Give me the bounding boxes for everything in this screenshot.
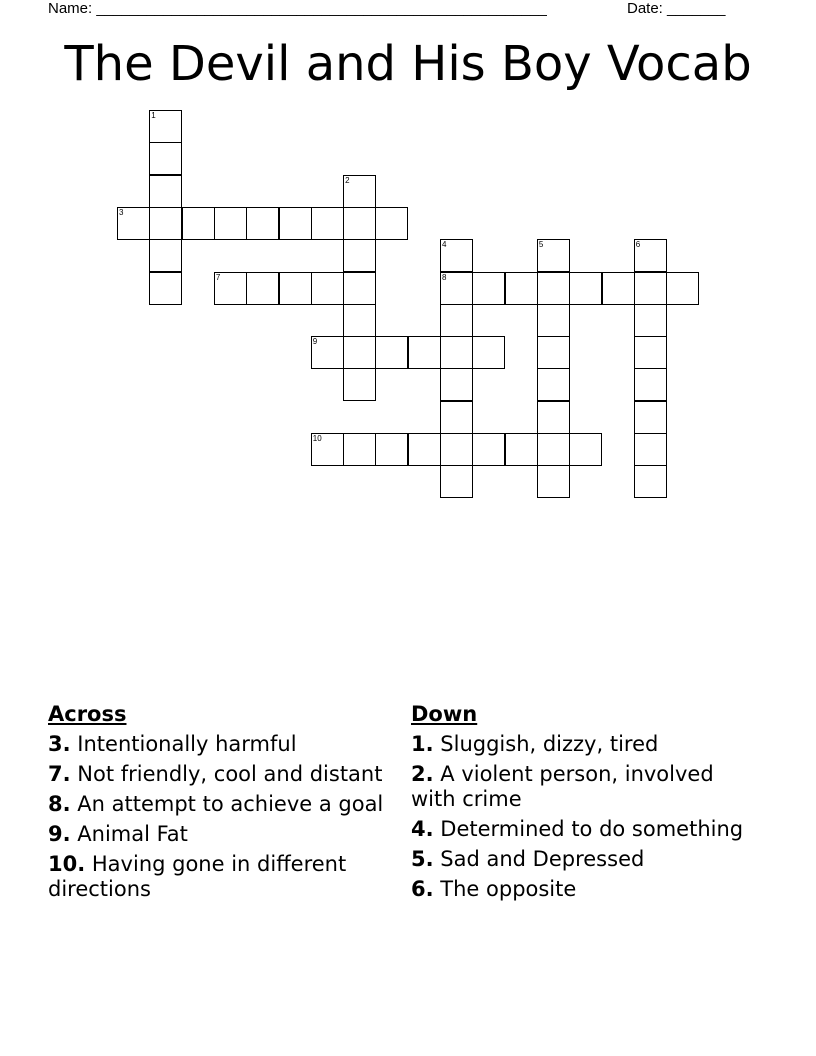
crossword-cell[interactable] [279, 207, 312, 240]
across-clue [48, 822, 388, 847]
crossword-cell[interactable] [311, 272, 344, 305]
clue-text: Animal Fat [77, 822, 188, 846]
crossword-cell[interactable] [343, 175, 376, 208]
date-field-label: Date: _______ [627, 0, 726, 17]
crossword-cell[interactable] [149, 272, 182, 305]
crossword-cell[interactable] [182, 207, 215, 240]
crossword-cell[interactable] [311, 207, 344, 240]
cell-number: 3 [119, 207, 124, 217]
crossword-cell[interactable] [440, 401, 473, 434]
down-clue [411, 877, 756, 902]
clue-number: 2. [411, 762, 434, 786]
cell-number: 5 [538, 240, 544, 250]
crossword-cell[interactable] [214, 207, 247, 240]
crossword-cell[interactable] [634, 239, 667, 272]
crossword-cell[interactable] [569, 272, 602, 305]
crossword-cell[interactable] [537, 239, 570, 272]
down-clue [411, 847, 756, 872]
across-heading: Across [48, 702, 127, 726]
clue-number: 1. [411, 732, 434, 756]
crossword-cell[interactable] [343, 336, 376, 369]
across-clue [48, 732, 388, 757]
crossword-cell[interactable] [149, 207, 182, 240]
crossword-cell[interactable] [634, 368, 667, 401]
crossword-cell[interactable] [634, 272, 667, 305]
crossword-cell[interactable] [440, 272, 473, 305]
clue-text: Determined to do something [440, 817, 744, 841]
crossword-cell[interactable] [149, 239, 182, 272]
crossword-cell[interactable] [149, 175, 182, 208]
clue-text: Sluggish, dizzy, tired [440, 732, 659, 756]
crossword-cell[interactable] [440, 304, 473, 337]
name-field-label: Name: ______________________________________________________ [48, 0, 547, 17]
crossword-cell[interactable] [343, 433, 376, 466]
crossword-cell[interactable] [537, 304, 570, 337]
crossword-grid [0, 0, 816, 520]
across-clues [48, 702, 388, 907]
crossword-cell[interactable] [375, 433, 408, 466]
crossword-cell[interactable] [311, 433, 344, 466]
crossword-cell[interactable] [634, 304, 667, 337]
crossword-cell[interactable] [343, 239, 376, 272]
cell-number: 2 [345, 175, 350, 185]
crossword-cell[interactable] [214, 272, 247, 305]
clue-number: 4. [411, 817, 434, 841]
clue-number: 3. [48, 732, 71, 756]
cell-number: 10 [312, 434, 322, 443]
clue-text: A violent person, involved with crime [411, 762, 714, 811]
crossword-cell[interactable] [602, 272, 635, 305]
crossword-cell[interactable] [343, 207, 376, 240]
crossword-cell[interactable] [440, 465, 473, 498]
crossword-cell[interactable] [505, 433, 538, 466]
crossword-cell[interactable] [440, 239, 473, 272]
crossword-cell[interactable] [343, 272, 376, 305]
crossword-cell[interactable] [472, 336, 505, 369]
crossword-cell[interactable] [343, 368, 376, 401]
clue-number: 5. [411, 847, 434, 871]
crossword-cell[interactable] [279, 272, 312, 305]
crossword-cell[interactable] [537, 433, 570, 466]
crossword-cell[interactable] [246, 272, 279, 305]
crossword-cell[interactable] [472, 433, 505, 466]
across-clue [48, 762, 388, 787]
crossword-cell[interactable] [117, 207, 150, 240]
cell-number: 8 [442, 272, 447, 282]
crossword-cell[interactable] [440, 336, 473, 369]
crossword-cell[interactable] [149, 110, 182, 143]
clue-number: 7. [48, 762, 71, 786]
crossword-cell[interactable] [634, 336, 667, 369]
clue-number: 8. [48, 792, 71, 816]
down-heading: Down [411, 702, 478, 726]
crossword-cell[interactable] [634, 465, 667, 498]
clue-text: Not friendly, cool and distant [77, 762, 383, 786]
clue-text: Sad and Depressed [440, 847, 645, 871]
crossword-cell[interactable] [537, 336, 570, 369]
crossword-cell[interactable] [634, 401, 667, 434]
crossword-cell[interactable] [149, 142, 182, 175]
crossword-cell[interactable] [440, 368, 473, 401]
clue-number: 6. [411, 877, 434, 901]
cell-number: 4 [442, 240, 447, 250]
crossword-cell[interactable] [472, 272, 505, 305]
clue-text: Having gone in different directions [48, 852, 347, 901]
crossword-cell[interactable] [537, 368, 570, 401]
across-clue [48, 792, 388, 817]
crossword-cell[interactable] [375, 207, 408, 240]
crossword-cell[interactable] [537, 401, 570, 434]
crossword-cell[interactable] [505, 272, 538, 305]
crossword-cell[interactable] [343, 304, 376, 337]
cell-number: 9 [312, 337, 318, 347]
down-clue [411, 762, 756, 812]
crossword-cell[interactable] [375, 336, 408, 369]
cell-number: 1 [151, 111, 156, 120]
crossword-cell[interactable] [634, 433, 667, 466]
crossword-cell[interactable] [666, 272, 699, 305]
clue-number: 10. [48, 852, 86, 876]
across-clue [48, 852, 388, 902]
down-clue [411, 817, 756, 842]
crossword-cell[interactable] [408, 336, 441, 369]
cell-number: 6 [635, 240, 641, 250]
crossword-cell[interactable] [569, 433, 602, 466]
crossword-cell[interactable] [440, 433, 473, 466]
page-title: The Devil and His Boy Vocab [64, 36, 752, 92]
crossword-cell[interactable] [246, 207, 279, 240]
down-clue [411, 732, 756, 757]
clue-text: The opposite [440, 877, 577, 901]
crossword-cell[interactable] [537, 272, 570, 305]
crossword-cell[interactable] [311, 336, 344, 369]
down-clues [411, 702, 756, 907]
clue-text: Intentionally harmful [77, 732, 297, 756]
clue-number: 9. [48, 822, 71, 846]
cell-number: 7 [215, 272, 221, 282]
crossword-cell[interactable] [537, 465, 570, 498]
crossword-cell[interactable] [408, 433, 441, 466]
clue-text: An attempt to achieve a goal [77, 792, 384, 816]
